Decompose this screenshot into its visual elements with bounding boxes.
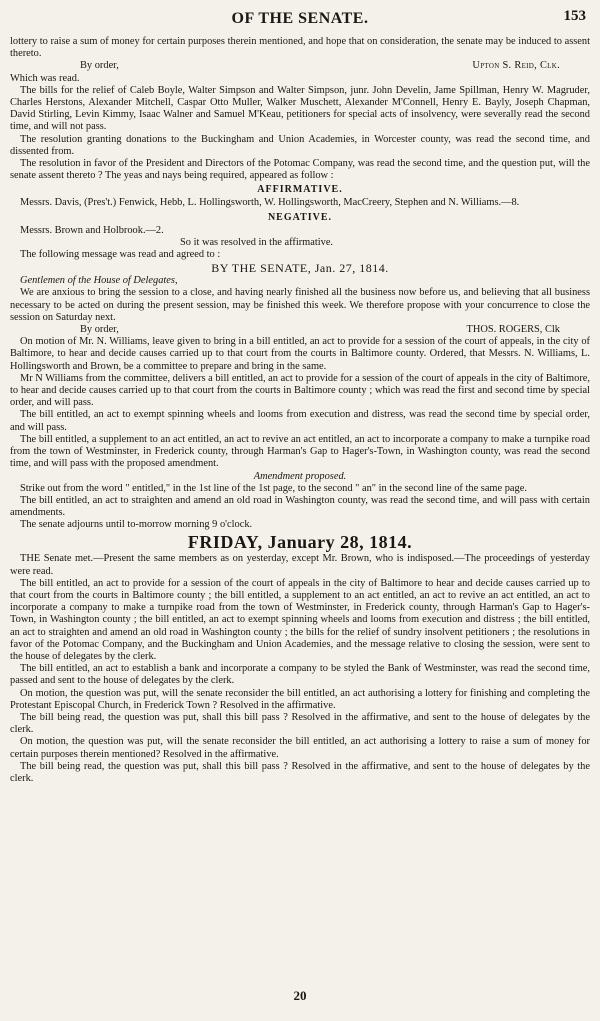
paragraph: The following message was read and agreed to : [20,249,221,261]
page-number: 153 [563,8,586,24]
paragraph: So it was resolved in the affirmative. [180,236,334,248]
affirmative-heading: AFFIRMATIVE. [257,184,343,196]
signoff-clerk: Upton S. Reid, Clk. [472,60,560,72]
paragraph: The resolution granting donations to the Buckingham and Union Academies, in Worcester county, was read the second time, and dissented from. [10,133,590,157]
paragraph: The bill entitled, a supplement to an act entitled, an act to revive an act entitled, an act to incorporate a company to make a turnpike road from the town of Westminster, in Frederick county, through Harman's Gap to Hager's-Town, in Washington county, was read the second time, and will pass with the proposed amendment. [10,433,590,470]
negative-heading: NEGATIVE. [267,211,333,223]
running-title: OF THE SENATE. [231,10,369,27]
paragraph: The bill entitled, an act to straighten and amend an old road in Washington county, was read the second time, and will pass with certain amendments. [10,494,590,518]
date-heading: FRIDAY, January 28, 1814. [187,532,413,553]
paragraph: The bill entitled, an act to exempt spinning wheels and looms from execution and distress, was read the second time by special order, and will pass. [10,409,590,433]
page-body [10,36,590,785]
paragraph: The resolution in favor of the President and Directors of the Potomac Company, was read the second time, and the question put, will the senate assent thereto ? The yeas and nays being required, appeared as follow : [10,158,590,182]
signoff-order: By order, [80,60,119,72]
affirmative-votes: Messrs. Davis, (Pres't.) Fenwick, Hebb, L. Hollingsworth, W. Hollingsworth, MacCreery, Stephen and N. Williams.—8. [20,197,520,209]
paragraph: The bills for the relief of Caleb Boyle, Walter Simpson and Walter Simpson, junr. John Develin, Jame Spillman, Henry W. Magruder, Charles Herstons, Alexander Mitchell, Caspar Otto Muller, Walker Muschett, Alexander M'Connell, Henry E. Bayly, Joseph Chapman, David Stirling, Levin Kimmy, Isaac Walner and Samuel M'Keau, petitioners for special acts of insolvency, were severally read the second time, and will not pass. [10,84,590,133]
paragraph: The bill entitled, an act to establish a bank and incorporate a company to be styled the Bank of Westminster, was read the second time, passed and sent to the house of delegates by the clerk. [10,663,590,687]
signoff [10,60,590,72]
message-heading: BY THE SENATE, Jan. 27, 1814. [211,261,389,276]
paragraph: The bill entitled, an act to provide for a session of the court of appeals in the city of Baltimore to hear and decide causes carried up to that court from the courts in Baltimore county ; the bill entitled, a supplement to an act entitled, an act to revive an act entitled, an act to incorporate a company to make a turnpike road from the town of Westminster, in Frederick county, through Harman's Gap to Hager's-Town, in Washington county ; the bill entitled, an act to exempt spinning wheels and looms from execution and distress ; the bill entitled, an act to straighten and amend an old road in Washington county ; the bills for the relief of sundry insolvent petitioners ; the resolutions in favor of the Potomac Company, and the Buckingham and Union Academies, and the message relative to closing the session, were sent to the house of delegates by the clerk. [10,577,590,662]
paragraph: The bill being read, the question was put, shall this bill pass ? Resolved in the affirmative, and sent to the house of delegates by the clerk. [10,711,590,736]
paragraph: We are anxious to bring the session to a close, and having nearly finished all the business now before us, and believing that all business necessary to be acted on during the present session, may be finished this week. We therefore propose with your concurrence to close the session on Saturday next. [10,287,590,323]
folio-number: 20 [293,988,307,1003]
signoff [10,324,590,336]
paragraph: On motion, the question was put, will the senate reconsider the bill entitled, an act authorising a lottery for finishing and completing the Protestant Episcopal Church, in Frederick Town ? Resolved in the affirmative. [10,687,590,711]
paragraph: lottery to raise a sum of money for certain purposes therein mentioned, and hope that on consideration, the senate may be induced to assent thereto. [10,36,590,60]
page-header [10,6,590,36]
signoff-clerk: THOS. ROGERS, Clk [466,324,560,336]
paragraph: The senate adjourns until to-morrow morning 9 o'clock. [20,519,253,531]
salutation: Gentlemen of the House of Delegates, [20,275,178,287]
paragraph: Which was read. [10,72,80,84]
paragraph: The bill being read, the question was put, shall this bill pass ? Resolved in the affirmative, and sent to the house of delegates by the clerk. [10,760,590,784]
paragraph: Mr N Williams from the committee, delivers a bill entitled, an act to provide for a session of the court of appeals in the city of Baltimore, to hear and decide causes carried up to that court from the courts in Baltimore county ; which was read the first and second time by special order, and will pass. [10,372,590,409]
paragraph: THE Senate met.—Present the same members as on yesterday, except Mr. Brown, who is indisposed.—The proceedings of yesterday were read. [10,553,590,577]
negative-votes: Messrs. Brown and Holbrook.—2. [20,224,164,236]
paragraph: On motion, the question was put, will the senate reconsider the bill entitled, an act authorising a lottery to raise a sum of money for certain purposes therein mentioned? Resolved in the affirmative. [10,736,590,760]
paragraph: Strike out from the word " entitled," in the 1st line of the 1st page, to the second " an" in the second line of the same page. [20,482,527,494]
paragraph: On motion of Mr. N. Williams, leave given to bring in a bill entitled, an act to provide for a session of the court of appeals, in the city of Baltimore, to hear and decide causes carried up to that court from the courts in Baltimore county. Ordered, that Messrs. N. Williams, L. Hollingsworth and Brown, be a committee to prepare and bring in the same. [10,336,590,372]
signoff-order: By order, [80,324,119,336]
amendment-heading: Amendment proposed. [253,470,347,482]
